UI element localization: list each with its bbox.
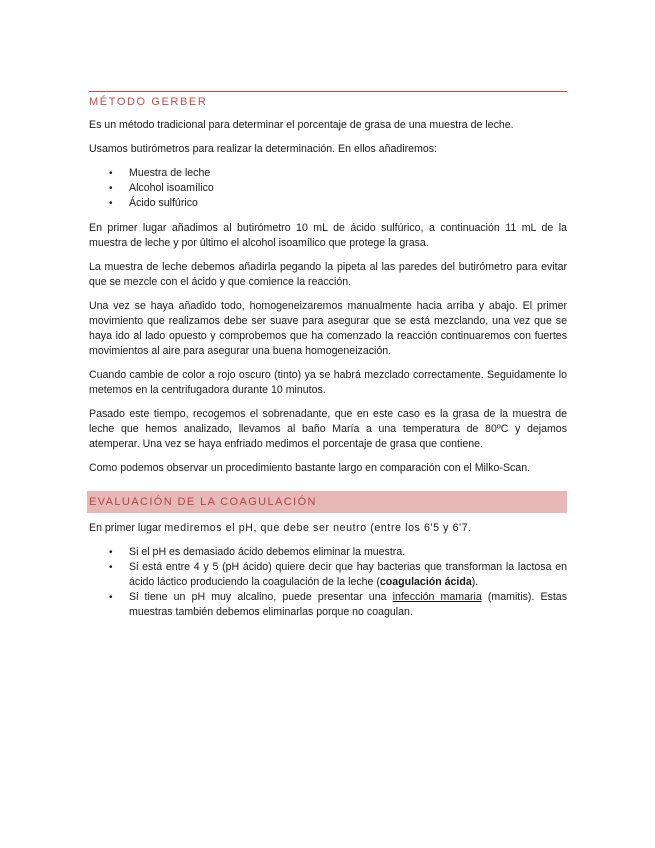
infeccion-mamaria-link[interactable]: infección mamaria [392, 591, 482, 603]
item-text: Si tiene un pH muy alcalino, puede presentar una [129, 591, 393, 603]
item-text: (mamitis). Estas muestras también debemos eliminarlas porque no coagulan. [129, 591, 567, 618]
item-bold-text: coagulación ácida [379, 576, 472, 588]
list-item [89, 560, 567, 590]
reagent-list [89, 166, 567, 211]
intro-text-spaced: mediremos el pH, que debe ser neutro (entre los 6'5 y 6'7. [164, 522, 472, 534]
list-item: • Ácido sulfúrico [89, 196, 567, 211]
paragraph-color: Cuando cambie de color a rojo oscuro (tinto) ya se habrá mezclado correctamente. Seguidamente lo metemos en la centrifugadora durante 10 minutos. [89, 369, 567, 396]
item-text: ). [471, 576, 479, 588]
paragraph-pipeta: La muestra de leche debemos añadirla pegando la pipeta al las paredes del butirómetro para evitar que se mezcle con el ácido y que comience la reacción. [89, 261, 567, 288]
section-heading-coagulacion: EVALUACIÓN DE LA COAGULACIÓN [87, 491, 567, 513]
paragraph-intro: Es un método tradicional para determinar el porcentaje de grasa de una muestra de leche. [89, 119, 514, 131]
list-item: • Muestra de leche [89, 166, 567, 181]
item-text: Si está entre 4 y 5 (pH ácido) quiere decir que hay bacterias que transforman la lactosa en ácido láctico produciendo la coagulación de la leche ( [129, 561, 567, 588]
paragraph-butirometros: Usamos butirómetros para realizar la determinación. En ellos añadiremos: [89, 143, 437, 155]
list-item: • Alcohol isoamílico [89, 181, 567, 196]
section-heading-metodo-gerber: MÉTODO GERBER [89, 91, 567, 109]
paragraph-sobrenadante: Pasado este tiempo, recogemos el sobrenadante, que en este caso es la grasa de la muestra de leche que hemos analizado, llevamos al baño María a una temperatura de 80ºC y dejamos atemperar. Una vez se haya enfriado medimos el porcentaje de grasa que contiene. [89, 408, 567, 450]
list-item [89, 590, 567, 620]
ph-list [89, 545, 567, 620]
paragraph-ph-intro [89, 521, 567, 536]
list-item: • Si el pH es demasiado ácido debemos eliminar la muestra. [89, 545, 567, 560]
intro-text: En primer lugar [89, 522, 165, 534]
paragraph-order: En primer lugar añadimos al butirómetro 10 mL de ácido sulfúrico, a continuación 11 mL de la muestra de leche y por último el alcohol isoamílico que protege la grasa. [89, 222, 567, 249]
document-page [89, 91, 567, 630]
paragraph-conclusion: Como podemos observar un procedimiento bastante largo en comparación con el Milko-Scan. [89, 462, 531, 474]
paragraph-homogeneizar: Una vez se haya añadido todo, homogeneizaremos manualmente hacia arriba y abajo. El primer movimiento que realizamos debe ser suave para asegurar que se está mezclando, una vez que se haya ido al lado opuesto y comprobemos que ha comenzado la reacción continuaremos con fuertes movimientos al aire para asegurar una buena homogeneización. [89, 300, 567, 357]
